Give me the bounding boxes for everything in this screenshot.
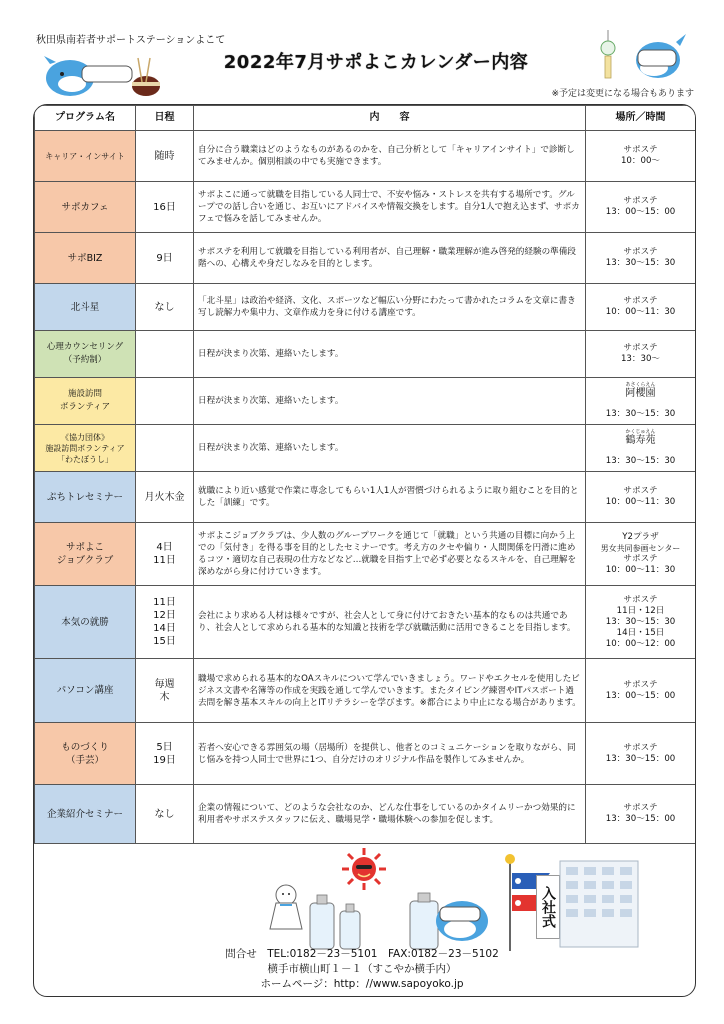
page-title: 2022年7月サポよこカレンダー内容 — [223, 52, 529, 73]
table-header-row — [35, 106, 696, 131]
program-description: 日程が決まり次第、連絡いたします。 — [194, 331, 586, 378]
table-row — [35, 331, 696, 378]
table-row — [35, 233, 696, 284]
program-name: サポよこ ジョブクラブ — [35, 523, 136, 586]
table-row — [35, 182, 696, 233]
address: 横手市横山町１－１（すこやか横手内） — [267, 963, 457, 975]
program-place-time: サポステ 10：00～11：30 — [586, 472, 696, 523]
program-place-time: かくじゅえん 鶴寿苑 13：30～15：30 — [586, 425, 696, 472]
homepage-link[interactable]: ホームページ：http：//www.sapoyoko.jp — [260, 978, 464, 990]
table-row — [35, 785, 696, 844]
program-place-time: サポステ 13：00～15：00 — [586, 659, 696, 723]
program-description: 自分に合う職業はどのようなものがあるのかを、自己分析として「キャリアインサイト」で診断してみませんか。個別相談の中でも実施できます。 — [194, 131, 586, 182]
program-schedule: 16日 — [136, 182, 194, 233]
program-name: ぷちトレセミナー — [35, 472, 136, 523]
schedule-change-note: ※予定は変更になる場合もあります — [551, 89, 694, 99]
program-name: 《協力団体》 施設訪問ボランティア 「わたぼうし」 — [35, 425, 136, 472]
program-description: 「北斗星」は政治や経済、文化、スポーツなど幅広い分野にわたって書かれたコラムを文章に書き写し読解力や集中力、文章作成力を身に付ける講座です。 — [194, 284, 586, 331]
program-schedule: 4日 11日 — [136, 523, 194, 586]
program-description: サポステを利用して就職を目指している利用者が、自己理解・職業理解が進み啓発的経験の準備段階への、心構えや身だしなみを目的とします。 — [194, 233, 586, 284]
program-schedule: なし — [136, 785, 194, 844]
program-schedule: 9日 — [136, 233, 194, 284]
teru-teru-bozu-illustration — [266, 881, 306, 941]
program-schedule: 毎週 木 — [136, 659, 194, 723]
program-place-time: サポステ 10：00～ — [586, 131, 696, 182]
header-program: プログラム名 — [35, 106, 136, 131]
sun-illustration — [338, 847, 390, 891]
table-row — [35, 586, 696, 659]
program-schedule: 月火木金 — [136, 472, 194, 523]
program-place-time: あさくらえん 阿櫻園 13：30～15：30 — [586, 378, 696, 425]
header-content: 内 容 — [194, 106, 586, 131]
program-name: 施設訪問 ボランティア — [35, 378, 136, 425]
program-schedule: 随時 — [136, 131, 194, 182]
program-schedule: 11日 12日 14日 15日 — [136, 586, 194, 659]
header-schedule: 日程 — [136, 106, 194, 131]
program-description: 就職により近い感覚で作業に専念してもらい1人1人が習慣づけられるように取り組むことを目的とした「訓練」です。 — [194, 472, 586, 523]
program-description: 若者へ安心できる雰囲気の場（居場所）を提供し、他者とのコミュニケーションを取りながら、同じ悩みを持つ人同士で世界に1つ、自分だけのオリジナル作品を製作してみませんか。 — [194, 723, 586, 785]
program-place-time: Y2プラザ 男女共同参画センター サポステ 10：00～11：30 — [586, 523, 696, 586]
table-row — [35, 425, 696, 472]
program-description: 企業の情報について、どのような会社なのか、どんな仕事をしているのかタイムリーかつ効果的に利用者やサポステスタッフに伝え、職場見学・職場体験への参加を促します。 — [194, 785, 586, 844]
program-schedule: なし — [136, 284, 194, 331]
program-description: サポよこジョブクラブは、少人数のグループワークを通じて「就職」という共通の目標に向かう上での「気付き」を得る事を目的としたセミナーです。考え方のクセや偏り・人間関係を円滑に進めるコツ・適切な自己表現の仕方などなど…就職を目指す上で必ず必要となるスキルを、自己理解を深めながら身に付けていきます。 — [194, 523, 586, 586]
program-name: ものづくり （手芸） — [35, 723, 136, 785]
header-place-time: 場所／時間 — [586, 106, 696, 131]
program-name: 北斗星 — [35, 284, 136, 331]
contact-info: 問合せ TEL:0182－23－5101 FAX:0182－23－5102 — [225, 948, 499, 960]
program-name: 本気の就勝 — [35, 586, 136, 659]
building-illustration — [556, 857, 642, 949]
program-schedule — [136, 331, 194, 378]
table-row — [35, 284, 696, 331]
program-description: 職場で求められる基本的なOAスキルについて学んでいきましょう。ワードやエクセルを使用したビジネス文書や名簿等の作成を実践を通して学んでいきます。またタイピング練習やITパスポート過去問を解き基本スキルの向上とITリテラシーを学びます。※都合により中止になる場合があります。 — [194, 659, 586, 723]
program-name: パソコン講座 — [35, 659, 136, 723]
entrance-ceremony-sign-text: 入社式 — [540, 886, 556, 928]
program-place-time: サポステ 13：30～15：30 — [586, 233, 696, 284]
mascot-dolphin-left-illustration — [42, 52, 162, 104]
program-name: キャリア・インサイト — [35, 131, 136, 182]
program-place-time: サポステ 13：30～15：00 — [586, 723, 696, 785]
program-place-time: サポステ 11日・12日 13：30～15：30 14日・15日 10：00～12：00 — [586, 586, 696, 659]
program-schedule — [136, 378, 194, 425]
program-description: 会社により求める人材は様々ですが、社会人として身に付けておきたい基本的なものは共通であり、社会人として求められる基本的な知識と技術を学び就職活動に活用できることを目指します。 — [194, 586, 586, 659]
schedule-table-frame — [33, 104, 696, 997]
table-row — [35, 472, 696, 523]
water-bottles-illustration — [304, 893, 374, 953]
program-name: 企業紹介セミナー — [35, 785, 136, 844]
program-name: サポBIZ — [35, 233, 136, 284]
program-place-time: サポステ 13：00～15：00 — [586, 182, 696, 233]
table-row — [35, 131, 696, 182]
program-place-time: サポステ 10：00～11：30 — [586, 284, 696, 331]
program-schedule: 5日 19日 — [136, 723, 194, 785]
table-row — [35, 723, 696, 785]
program-description: 日程が決まり次第、連絡いたします。 — [194, 425, 586, 472]
program-description: 日程が決まり次第、連絡いたします。 — [194, 378, 586, 425]
mascot-dolphin-right-illustration — [596, 30, 688, 92]
table-row — [35, 378, 696, 425]
program-schedule — [136, 425, 194, 472]
program-place-time: サポステ 13：30～ — [586, 331, 696, 378]
program-name: サポカフェ — [35, 182, 136, 233]
program-name: 心理カウンセリング （予約制） — [35, 331, 136, 378]
schedule-table — [34, 105, 696, 844]
program-place-time: サポステ 13：30～15：00 — [586, 785, 696, 844]
program-description: サポよこに通って就職を目指している人同士で、不安や悩み・ストレスを共有する場所です。グループでの話し合いを通じ、お互いにアドバイスや情報交換をします。自分1人で抱え込まず、サポカフェで悩みを話してみませんか。 — [194, 182, 586, 233]
table-row — [35, 659, 696, 723]
table-row — [35, 523, 696, 586]
organization-name: 秋田県南若者サポートステーションよこて — [36, 35, 226, 46]
